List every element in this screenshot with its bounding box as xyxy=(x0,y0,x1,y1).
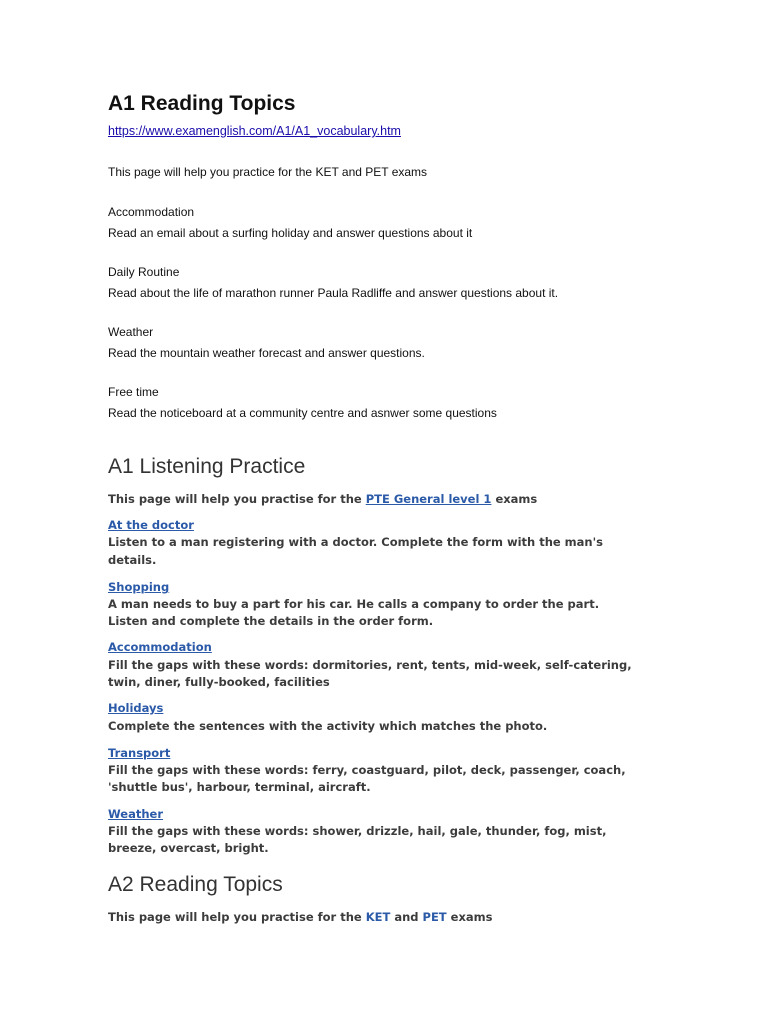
topic-title-daily-routine: Daily Routine xyxy=(108,265,180,279)
topic-desc-free-time: Read the noticeboard at a community centre and asnwer some questions xyxy=(108,406,497,420)
transport-desc-line: 'shuttle bus', harbour, terminal, aircraft. xyxy=(108,780,371,794)
at-the-doctor-desc-line: Listen to a man registering with a doctor. Complete the form with the man's xyxy=(108,535,603,549)
transport-link[interactable]: Transport xyxy=(108,746,171,760)
examenglish-url-link[interactable]: https://www.examenglish.com/A1/A1_vocabulary.htm xyxy=(108,124,401,138)
topic-title-accommodation: Accommodation xyxy=(108,205,195,219)
topic-title-free-time: Free time xyxy=(108,385,159,399)
a1-listening-heading: A1 Listening Practice xyxy=(108,455,306,478)
weather-link[interactable]: Weather xyxy=(108,807,163,821)
at-the-doctor-link[interactable]: At the doctor xyxy=(108,518,194,532)
topic-desc-accommodation: Read an email about a surfing holiday and answer questions about it xyxy=(108,226,473,240)
a2-reading-heading: A2 Reading Topics xyxy=(108,873,283,896)
topic-desc-daily-routine: Read about the life of marathon runner Paula Radliffe and answer questions about it. xyxy=(108,286,559,300)
pte-general-link[interactable]: PTE General level 1 xyxy=(365,492,492,506)
intro-suffix: exams xyxy=(446,910,493,924)
shopping-desc-line: A man needs to buy a part for his car. He calls a company to order the part. xyxy=(108,597,600,611)
shopping-desc-line: Listen and complete the details in the order form. xyxy=(108,614,434,628)
topic-title-weather: Weather xyxy=(108,325,154,339)
topic-desc-weather: Read the mountain weather forecast and answer questions. xyxy=(108,346,425,360)
pet-link[interactable]: PET xyxy=(422,910,447,924)
weather-desc-line: Fill the gaps with these words: shower, drizzle, hail, gale, thunder, fog, mist, xyxy=(108,824,607,838)
accommodation-desc-line: twin, diner, fully-booked, facilities xyxy=(108,675,330,689)
accommodation-link[interactable]: Accommodation xyxy=(108,640,212,654)
holidays-link[interactable]: Holidays xyxy=(108,701,164,715)
holidays-desc-line: Complete the sentences with the activity which matches the photo. xyxy=(108,719,548,733)
at-the-doctor-desc-line: details. xyxy=(108,553,157,567)
shopping-link[interactable]: Shopping xyxy=(108,580,170,594)
a2-reading-intro xyxy=(108,910,492,924)
intro-prefix: This page will help you practise for the xyxy=(108,910,366,924)
intro-suffix: exams xyxy=(491,492,538,506)
accommodation-desc-line: Fill the gaps with these words: dormitories, rent, tents, mid-week, self-catering, xyxy=(108,658,632,672)
intro-prefix: This page will help you practise for the xyxy=(108,492,366,506)
transport-desc-line: Fill the gaps with these words: ferry, coastguard, pilot, deck, passenger, coach, xyxy=(108,763,626,777)
a1-reading-intro: This page will help you practice for the KET and PET exams xyxy=(108,165,428,179)
intro-mid: and xyxy=(390,910,423,924)
a1-reading-heading: A1 Reading Topics xyxy=(108,92,296,115)
weather-desc-line: breeze, overcast, bright. xyxy=(108,841,269,855)
ket-link[interactable]: KET xyxy=(365,910,391,924)
a1-listening-intro xyxy=(108,492,537,506)
